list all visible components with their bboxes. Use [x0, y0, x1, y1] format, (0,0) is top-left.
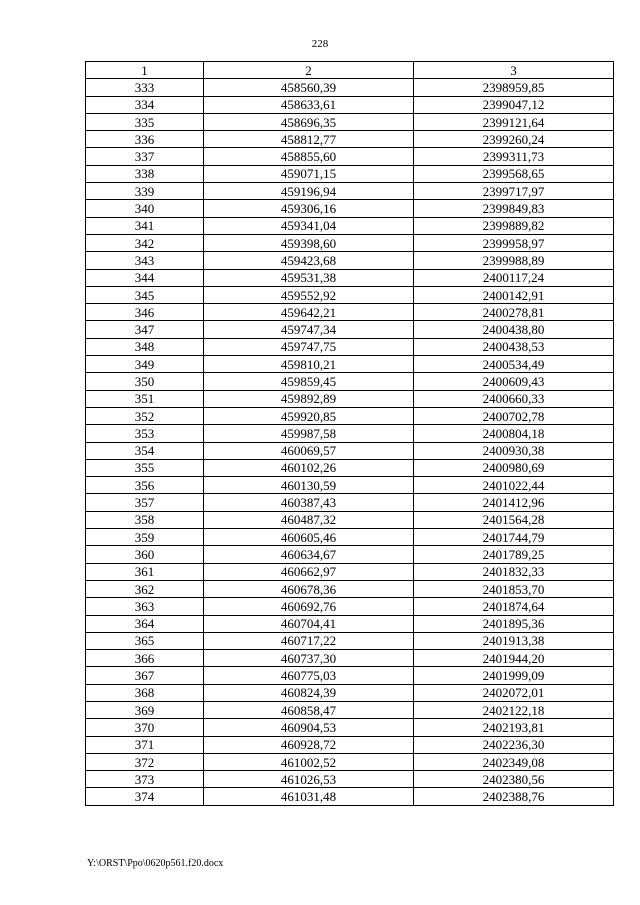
point-number-cell: 348	[86, 338, 204, 355]
table-row	[86, 667, 614, 684]
y-coordinate-cell: 2402236,30	[414, 736, 614, 753]
point-number-cell: 342	[86, 234, 204, 251]
table-row	[86, 200, 614, 217]
table-row	[86, 701, 614, 718]
x-coordinate-cell: 459071,15	[204, 165, 414, 182]
table-row	[86, 183, 614, 200]
y-coordinate-cell: 2401789,25	[414, 546, 614, 563]
table-row	[86, 736, 614, 753]
point-number-cell: 368	[86, 684, 204, 701]
y-coordinate-cell: 2399849,83	[414, 200, 614, 217]
point-number-cell: 370	[86, 719, 204, 736]
y-coordinate-cell: 2401853,70	[414, 580, 614, 597]
x-coordinate-cell: 459423,68	[204, 252, 414, 269]
x-coordinate-cell: 460130,59	[204, 477, 414, 494]
x-coordinate-cell: 458696,35	[204, 113, 414, 130]
table-row	[86, 390, 614, 407]
point-number-cell: 369	[86, 701, 204, 718]
table-row	[86, 529, 614, 546]
table-row	[86, 771, 614, 788]
y-coordinate-cell: 2402388,76	[414, 788, 614, 805]
point-number-cell: 361	[86, 563, 204, 580]
point-number-cell: 346	[86, 304, 204, 321]
point-number-cell: 335	[86, 113, 204, 130]
point-number-cell: 347	[86, 321, 204, 338]
y-coordinate-cell: 2400660,33	[414, 390, 614, 407]
y-coordinate-cell: 2399311,73	[414, 148, 614, 165]
x-coordinate-cell: 459747,34	[204, 321, 414, 338]
point-number-cell: 336	[86, 131, 204, 148]
x-coordinate-cell: 459642,21	[204, 304, 414, 321]
point-number-cell: 343	[86, 252, 204, 269]
x-coordinate-cell: 460717,22	[204, 632, 414, 649]
y-coordinate-cell: 2401944,20	[414, 650, 614, 667]
x-coordinate-cell: 458633,61	[204, 96, 414, 113]
y-coordinate-cell: 2400609,43	[414, 373, 614, 390]
table-row	[86, 719, 614, 736]
table-row	[86, 113, 614, 130]
table-row	[86, 356, 614, 373]
table-row	[86, 425, 614, 442]
point-number-cell: 356	[86, 477, 204, 494]
table-row	[86, 234, 614, 251]
table-row	[86, 338, 614, 355]
x-coordinate-cell: 460775,03	[204, 667, 414, 684]
y-coordinate-cell: 2399568,65	[414, 165, 614, 182]
y-coordinate-cell: 2402349,08	[414, 753, 614, 770]
point-number-cell: 359	[86, 529, 204, 546]
footer-file-path: Y:\ORST\Ppo\0620p561.f20.docx	[87, 858, 224, 869]
y-coordinate-cell: 2400438,80	[414, 321, 614, 338]
point-number-cell: 353	[86, 425, 204, 442]
y-coordinate-cell: 2399047,12	[414, 96, 614, 113]
table-row	[86, 580, 614, 597]
point-number-cell: 333	[86, 79, 204, 96]
table-row	[86, 165, 614, 182]
point-number-cell: 349	[86, 356, 204, 373]
x-coordinate-cell: 460662,97	[204, 563, 414, 580]
point-number-cell: 358	[86, 511, 204, 528]
point-number-cell: 363	[86, 598, 204, 615]
y-coordinate-cell: 2400142,91	[414, 286, 614, 303]
x-coordinate-cell: 460634,67	[204, 546, 414, 563]
y-coordinate-cell: 2401874,64	[414, 598, 614, 615]
table-row	[86, 684, 614, 701]
y-coordinate-cell: 2400980,69	[414, 459, 614, 476]
y-coordinate-cell: 2401412,96	[414, 494, 614, 511]
x-coordinate-cell: 460678,36	[204, 580, 414, 597]
x-coordinate-cell: 458855,60	[204, 148, 414, 165]
table-row	[86, 373, 614, 390]
table-row	[86, 286, 614, 303]
point-number-cell: 352	[86, 407, 204, 424]
point-number-cell: 338	[86, 165, 204, 182]
page-number: 228	[311, 38, 329, 50]
x-coordinate-cell: 458812,77	[204, 131, 414, 148]
y-coordinate-cell: 2398959,85	[414, 79, 614, 96]
y-coordinate-cell: 2400804,18	[414, 425, 614, 442]
table-row	[86, 148, 614, 165]
x-coordinate-cell: 459987,58	[204, 425, 414, 442]
point-number-cell: 371	[86, 736, 204, 753]
y-coordinate-cell: 2402193,81	[414, 719, 614, 736]
x-coordinate-cell: 459341,04	[204, 217, 414, 234]
y-coordinate-cell: 2400278,81	[414, 304, 614, 321]
point-number-cell: 350	[86, 373, 204, 390]
y-coordinate-cell: 2399717,97	[414, 183, 614, 200]
table-row	[86, 598, 614, 615]
column-header-3: 3	[414, 62, 614, 79]
table-body	[86, 79, 614, 805]
y-coordinate-cell: 2401022,44	[414, 477, 614, 494]
y-coordinate-cell: 2401744,79	[414, 529, 614, 546]
point-number-cell: 339	[86, 183, 204, 200]
column-header-2: 2	[204, 62, 414, 79]
point-number-cell: 362	[86, 580, 204, 597]
x-coordinate-cell: 460692,76	[204, 598, 414, 615]
y-coordinate-cell: 2401832,33	[414, 563, 614, 580]
point-number-cell: 373	[86, 771, 204, 788]
x-coordinate-cell: 459306,16	[204, 200, 414, 217]
x-coordinate-cell: 460102,26	[204, 459, 414, 476]
point-number-cell: 345	[86, 286, 204, 303]
point-number-cell: 337	[86, 148, 204, 165]
x-coordinate-cell: 460069,57	[204, 442, 414, 459]
table-row	[86, 615, 614, 632]
table-row	[86, 563, 614, 580]
point-number-cell: 357	[86, 494, 204, 511]
x-coordinate-cell: 460704,41	[204, 615, 414, 632]
x-coordinate-cell: 459892,89	[204, 390, 414, 407]
x-coordinate-cell: 460904,53	[204, 719, 414, 736]
x-coordinate-cell: 460605,46	[204, 529, 414, 546]
y-coordinate-cell: 2399121,64	[414, 113, 614, 130]
x-coordinate-cell: 459552,92	[204, 286, 414, 303]
x-coordinate-cell: 459747,75	[204, 338, 414, 355]
y-coordinate-cell: 2400702,78	[414, 407, 614, 424]
y-coordinate-cell: 2401564,28	[414, 511, 614, 528]
point-number-cell: 344	[86, 269, 204, 286]
y-coordinate-cell: 2399958,97	[414, 234, 614, 251]
table-row	[86, 494, 614, 511]
table-header-row	[86, 62, 614, 79]
x-coordinate-cell: 460737,30	[204, 650, 414, 667]
point-number-cell: 364	[86, 615, 204, 632]
x-coordinate-cell: 461002,52	[204, 753, 414, 770]
table-row	[86, 252, 614, 269]
table-row	[86, 477, 614, 494]
point-number-cell: 351	[86, 390, 204, 407]
table-row	[86, 753, 614, 770]
point-number-cell: 360	[86, 546, 204, 563]
column-header-1: 1	[86, 62, 204, 79]
point-number-cell: 367	[86, 667, 204, 684]
y-coordinate-cell: 2400534,49	[414, 356, 614, 373]
table-row	[86, 304, 614, 321]
x-coordinate-cell: 459859,45	[204, 373, 414, 390]
point-number-cell: 374	[86, 788, 204, 805]
y-coordinate-cell: 2400930,38	[414, 442, 614, 459]
x-coordinate-cell: 459920,85	[204, 407, 414, 424]
x-coordinate-cell: 460387,43	[204, 494, 414, 511]
x-coordinate-cell: 459398,60	[204, 234, 414, 251]
table-row	[86, 321, 614, 338]
y-coordinate-cell: 2401999,09	[414, 667, 614, 684]
table-row	[86, 269, 614, 286]
x-coordinate-cell: 459531,38	[204, 269, 414, 286]
x-coordinate-cell: 459810,21	[204, 356, 414, 373]
y-coordinate-cell: 2399889,82	[414, 217, 614, 234]
table-row	[86, 511, 614, 528]
table-row	[86, 546, 614, 563]
table-row	[86, 217, 614, 234]
y-coordinate-cell: 2402380,56	[414, 771, 614, 788]
point-number-cell: 354	[86, 442, 204, 459]
y-coordinate-cell: 2401895,36	[414, 615, 614, 632]
x-coordinate-cell: 461031,48	[204, 788, 414, 805]
y-coordinate-cell: 2400117,24	[414, 269, 614, 286]
x-coordinate-cell: 458560,39	[204, 79, 414, 96]
point-number-cell: 340	[86, 200, 204, 217]
table-row	[86, 650, 614, 667]
point-number-cell: 341	[86, 217, 204, 234]
x-coordinate-cell: 460928,72	[204, 736, 414, 753]
point-number-cell: 365	[86, 632, 204, 649]
x-coordinate-cell: 459196,94	[204, 183, 414, 200]
x-coordinate-cell: 460858,47	[204, 701, 414, 718]
y-coordinate-cell: 2400438,53	[414, 338, 614, 355]
table-row	[86, 96, 614, 113]
table-row	[86, 79, 614, 96]
table-row	[86, 407, 614, 424]
point-number-cell: 366	[86, 650, 204, 667]
point-number-cell: 334	[86, 96, 204, 113]
y-coordinate-cell: 2401913,38	[414, 632, 614, 649]
table-row	[86, 131, 614, 148]
y-coordinate-cell: 2402072,01	[414, 684, 614, 701]
x-coordinate-cell: 460824,39	[204, 684, 414, 701]
table-row	[86, 442, 614, 459]
table-row	[86, 459, 614, 476]
y-coordinate-cell: 2399988,89	[414, 252, 614, 269]
x-coordinate-cell: 461026,53	[204, 771, 414, 788]
point-number-cell: 372	[86, 753, 204, 770]
table-row	[86, 788, 614, 805]
coordinates-table	[85, 61, 614, 806]
table-row	[86, 632, 614, 649]
point-number-cell: 355	[86, 459, 204, 476]
y-coordinate-cell: 2399260,24	[414, 131, 614, 148]
y-coordinate-cell: 2402122,18	[414, 701, 614, 718]
x-coordinate-cell: 460487,32	[204, 511, 414, 528]
